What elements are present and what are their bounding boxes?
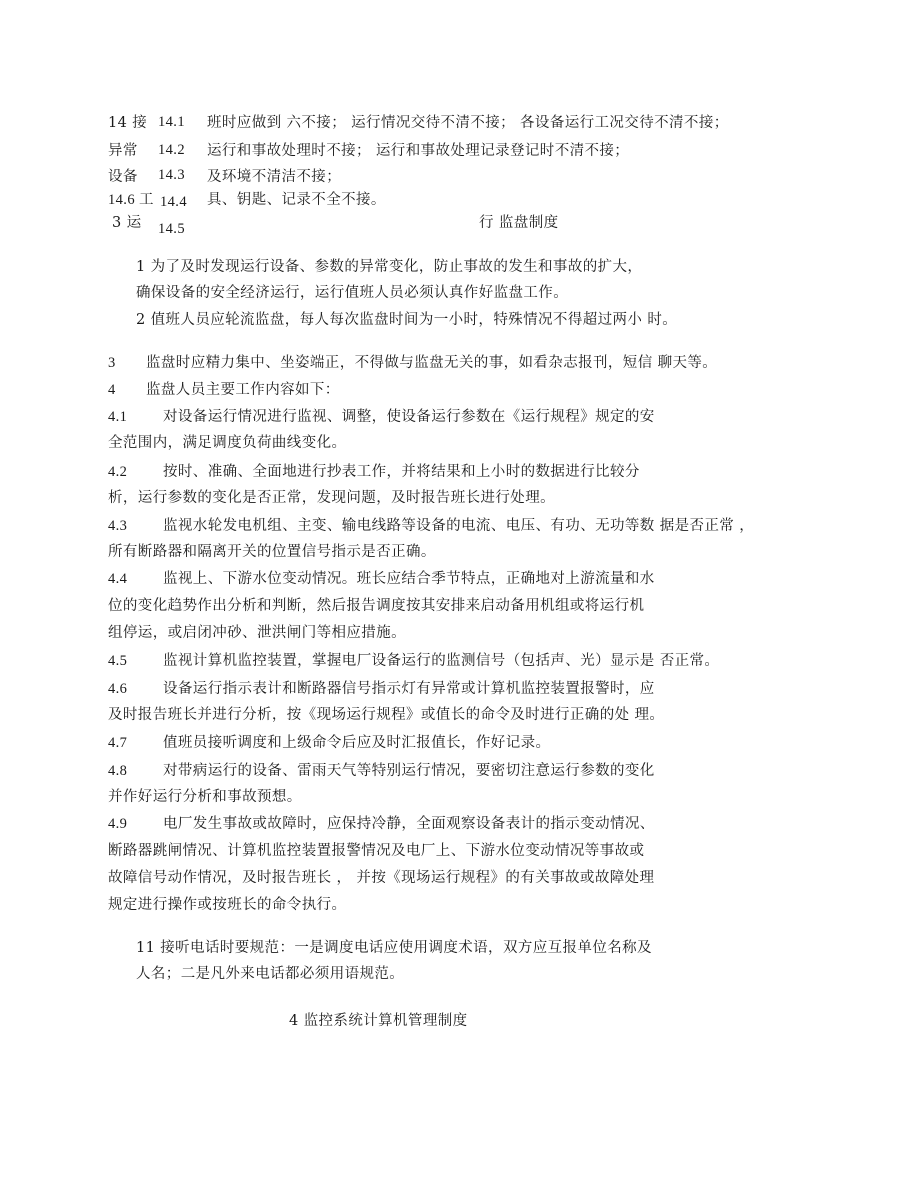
frag-14-jie: 14 接 (108, 115, 148, 131)
item-line: 规定进行操作或按班长的命令执行。 (108, 897, 347, 913)
item-line: 并作好运行分析和事故预想。 (108, 789, 302, 805)
item-line: 对带病运行的设备、雷雨天气等特别运行情况，要密切注意运行参数的变化 (163, 763, 655, 779)
item-line: 按时、准确、全面地进行抄表工作，并将结果和上小时的数据进行比较分 (163, 464, 640, 480)
item-num: 4.1 (108, 409, 128, 425)
item-line: 监视上、下游水位变动情况。班长应结合季节特点，正确地对上游流量和水 (163, 571, 655, 587)
item-num-14-5: 14.5 (158, 221, 185, 237)
item-num: 4.9 (108, 816, 128, 832)
item-line: 电厂发生事故或故障时，应保持冷静，全面观察设备表计的指示变动情况、 (163, 816, 655, 832)
para-2: 2 值班人员应轮流监盘，每人每次监盘时间为一小时，特殊情况不得超过两小 时。 (136, 312, 678, 328)
item-line: 对设备运行情况进行监视、调整，使设备运行参数在《运行规程》规定的安 (163, 409, 655, 425)
item-num: 4.6 (108, 681, 128, 697)
item-num: 4.2 (108, 464, 128, 480)
item-line: 全范围内，满足调度负荷曲线变化。 (108, 435, 347, 451)
item-line: 断路器跳闸情况、计算机监控装置报警情况及电厂上、下游水位变动情况等事故或 (108, 843, 645, 859)
section3-title: 行 监盘制度 (479, 215, 559, 231)
item-line: 值班员接听调度和上级命令后应及时汇报值长，作好记录。 (163, 735, 551, 751)
para-1-line-2: 确保设备的安全经济运行，运行值班人员必须认真作好监盘工作。 (136, 285, 569, 301)
item-line: 位的变化趋势作出分析和判断，然后报告调度按其安排来启动备用机组或将运行机 (108, 598, 645, 614)
item-line: 监视计算机监控装置，掌握电厂设备运行的监测信号（包括声、光）显示是 否正常。 (163, 653, 720, 669)
item-num: 4.8 (108, 763, 128, 779)
item-line: 故障信号动作情况，及时报告班长 ， 并按《现场运行规程》的有关事故或故障处理 (108, 870, 655, 886)
para-4: 监盘人员主要工作内容如下： (146, 382, 340, 398)
item-line: 析，运行参数的变化是否正常，发现问题，及时报告班长进行处理。 (108, 490, 555, 506)
item-line: 及时报告班长并进行分析，按《现场运行规程》或值长的命令及时进行正确的处 理。 (108, 707, 665, 723)
para-11-line-2: 人名；二是凡外来电话都必须用语规范。 (136, 966, 405, 982)
item-text-14-1: 班时应做到 六不接； 运行情况交待不清不接； 各设备运行工况交待不清不接； (207, 115, 729, 131)
frag-14-6: 14.6 工 (108, 192, 154, 208)
item-num: 4.3 (108, 518, 128, 534)
item-line: 组停运，或启闭冲砂、泄洪闸门等相应措施。 (108, 625, 406, 641)
para-1-line-1: 1 为了及时发现运行设备、参数的异常变化，防止事故的发生和事故的扩大， (136, 259, 643, 275)
frag-3-yun: 3 运 (112, 215, 142, 231)
item-num: 4.4 (108, 571, 128, 587)
item-text-14-2: 运行和事故处理时不接； 运行和事故处理记录登记时不清不接； (207, 143, 630, 159)
item-num: 4.5 (108, 653, 128, 669)
para-4-num: 4 (108, 382, 116, 398)
frag-shebei: 设备 (108, 169, 138, 185)
item-text-14-4: 具、钥匙、记录不全不接。 (207, 192, 386, 208)
item-line: 设备运行指示表计和断路器信号指示灯有异常或计算机监控装置报警时，应 (163, 681, 655, 697)
section4-title: 4 监控系统计算机管理制度 (289, 1013, 468, 1029)
item-num-14-3: 14.3 (158, 167, 185, 183)
item-num: 4.7 (108, 735, 128, 751)
para-3: 监盘时应精力集中、坐姿端正，不得做与监盘无关的事，如看杂志报刊，短信 聊天等。 (146, 355, 718, 371)
item-num-14-4: 14.4 (160, 194, 187, 210)
item-line: 所有断路器和隔离开关的位置信号指示是否正确。 (108, 544, 436, 560)
para-3-num: 3 (108, 355, 116, 371)
item-line: 监视水轮发电机组、主变、输电线路等设备的电流、电压、有功、无功等数 据是否正常 ， (163, 518, 755, 534)
item-num-14-2: 14.2 (158, 142, 185, 158)
para-11-line-1: 11 接听电话时要规范：一是调度电话应使用调度术语，双方应互报单位名称及 (136, 940, 652, 956)
item-text-14-3: 及环境不清洁不接； (207, 169, 342, 185)
item-num-14-1: 14.1 (158, 114, 185, 130)
frag-yichang: 异常 (108, 143, 138, 159)
